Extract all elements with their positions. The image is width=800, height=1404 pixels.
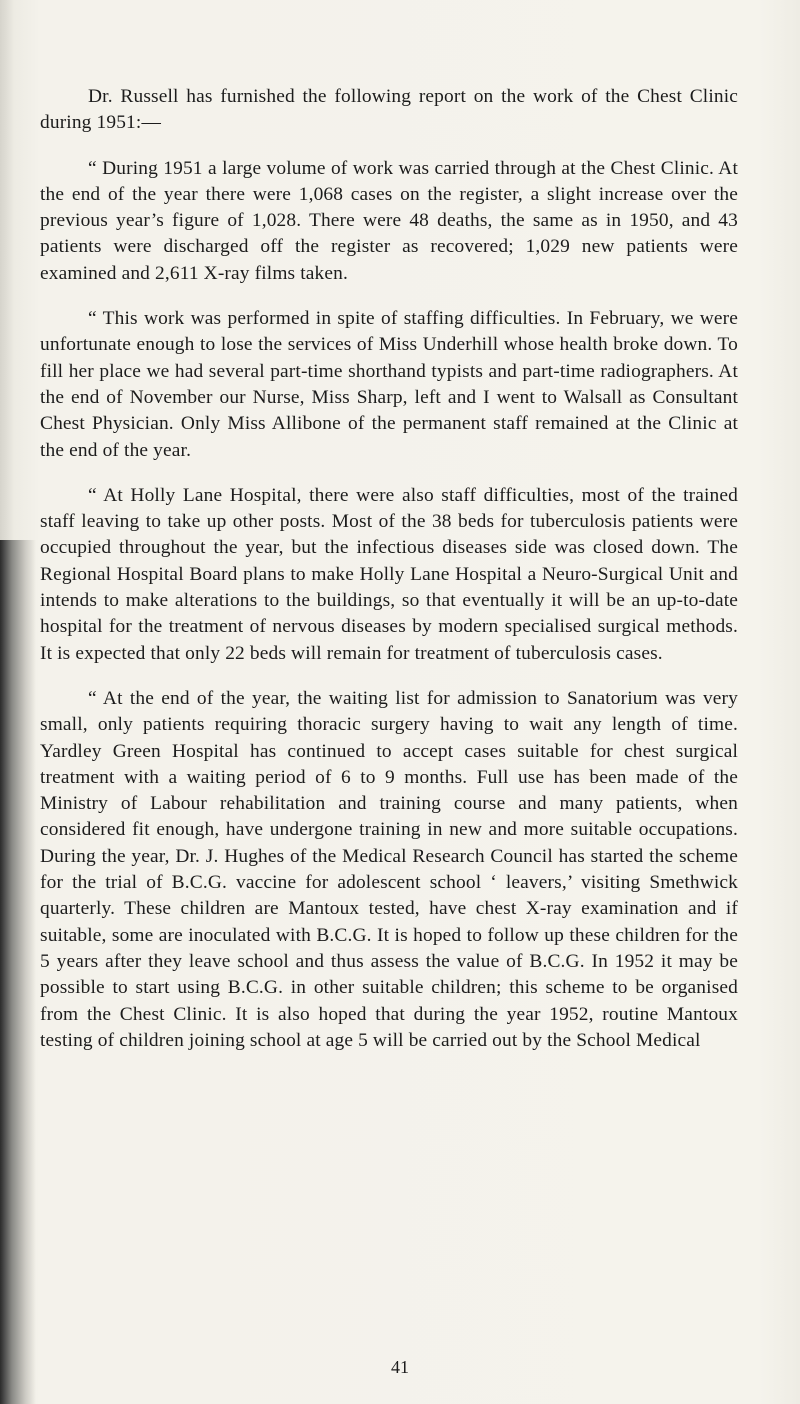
page-number: 41 <box>391 1357 409 1377</box>
paragraph-holly-lane: “ At Holly Lane Hospital, there were also staff difficulties, most of the trained staff leaving to take up other posts. Most of the 38 beds for tuberculosis patients were occupied throughout the year, but the infectious diseases side was closed down. The Regional Hospital Board plans to make Holly Lane Hospital a Neuro-Surgical Unit and intends to make alterations to the buildings, so that eventually it will be an up-to-date hospital for the treatment of nervous diseases by modern specialised surgical methods. It is expected that only 22 beds will remain for treatment of tuberculosis cases. <box>40 484 738 664</box>
report-body <box>40 84 738 1054</box>
binding-shadow <box>0 540 36 1404</box>
paragraph-work-volume: “ During 1951 a large volume of work was carried through at the Chest Clinic. At the end of the year there were 1,068 cases on the register, a slight increase over the previous year’s figure of 1,028. There were 48 deaths, the same as in 1950, and 43 patients were discharged off the register as recovered; 1,029 new patients were examined and 2,611 X-ray films taken. <box>40 157 738 284</box>
intro-paragraph: Dr. Russell has furnished the following report on the work of the Chest Clinic during 1951:— <box>40 86 738 134</box>
paragraph-staffing: “ This work was performed in spite of staffing difficulties. In February, we were unfortunate enough to lose the services of Miss Underhill whose health broke down. To fill her place we had several part-time shorthand typists and part-time radiographers. At the end of November our Nurse, Miss Sharp, left and I went to Walsall as Consultant Chest Physician. Only Miss Allibone of the permanent staff remained at the Clinic at the end of the year. <box>40 308 738 461</box>
page-edge-shading <box>0 0 14 540</box>
paragraph-sanatorium: “ At the end of the year, the waiting list for admission to Sanatorium was very small, only patients requiring thoracic surgery having to wait any length of time. Yardley Green Hospital has continued to accept cases suitable for chest surgical treatment with a waiting period of 6 to 9 months. Full use has been made of the Ministry of Labour rehabilitation and training course and many patients, when considered fit enough, have undergone training in new and more suitable occupations. During the year, Dr. J. Hughes of the Medical Research Council has started the scheme for the trial of B.C.G. vaccine for adolescent school ‘ leavers,’ visiting Smethwick quarterly. These children are Mantoux tested, have chest X-ray examination and if suitable, some are inoculated with B.C.G. It is hoped to follow up these children for the 5 years after they leave school and thus assess the value of B.C.G. In 1952 it may be possible to start using B.C.G. in other suitable children; this scheme to be organised from the Chest Clinic. It is also hoped that during the year 1952, routine Mantoux testing of children joining school at age 5 will be carried out by the School Medical <box>40 687 738 1051</box>
